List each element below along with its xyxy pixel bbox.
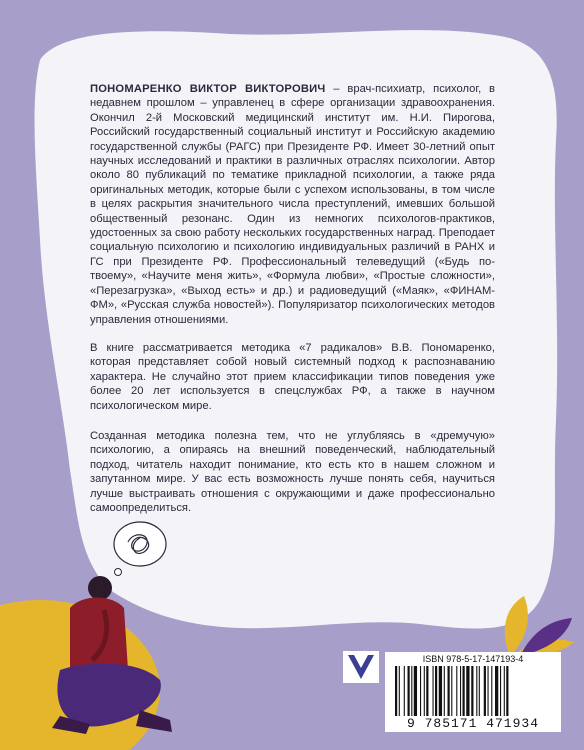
barcode-bar [504, 666, 505, 716]
barcode-bar [488, 666, 489, 716]
barcode-bar [420, 666, 421, 716]
barcode-bar [484, 666, 486, 716]
author-bio-text: – врач-психиатр, психолог, в недавнем прошлом – управленец в сфере организации здравоохранения. Окончил 2-й Московский медицинский институт им. Н.И. Пирогова, Российский государственный социальный институт и Российскую академию государственной службы (РАГС) при Президенте РФ. Имеет 30-летний опыт научных исследований и практики в различных отраслях психологии. Автор около 80 публикаций по тематике прикладной психологии, а также ряда оригинальных методик, которые были с успехом использованы, в том числе в целях раскрытия значительного числа преступлений, имевших большой общественный резонанс. Один из немногих психологов-практиков, удостоенных за свою работу нескольких государственных наград. Преподает социальную психологию и психологию индивидуальных различий в РАНХ и ГС при Президенте РФ. Профессиональный телеведущий («Будь по-твоему», «Научите меня жить», «Формула любви», «Простые сложности», «Перезагрузка», «Выход есть» и др.) и радиоведущий («Маяк», «ФИНАМ-ФМ», «Русская служба новостей»). Популяризатор психологических методов управления отношениями. [90, 83, 495, 326]
method-description-paragraph: Созданная методика полезна тем, что не углубляясь в «дремучую» психологию, а опираясь на внешний поведенческий, наблюдательный подход, читатель находит понимание, кто есть кто в нашем сложном и запутанном мире. У вас есть возможность лучше понять себя, научиться лучше выстраивать отношения с окружающими и даже профессионально самоопределиться. [90, 429, 495, 514]
barcode-bar [471, 666, 473, 716]
barcode-bar [408, 666, 410, 716]
barcode-bar [476, 666, 477, 716]
barcode-bar [395, 666, 397, 716]
barcode-bar [451, 666, 452, 716]
barcode-bar [435, 666, 437, 716]
barcode-bar [433, 666, 434, 716]
barcode-bar [495, 666, 498, 716]
barcode-bar [479, 666, 480, 716]
barcode-bar [444, 666, 445, 716]
book-description-paragraph: В книге рассматривается методика «7 радикалов» В.В. Пономаренко, которая представляет собой новый системный подход к распознаванию характера. Не случайно этот прием классификации типов поведения уже более 20 лет используется в спецслужбах РФ, а также в научном психологическом мире. [90, 341, 495, 412]
barcode-bar [460, 666, 461, 716]
publisher-logo-icon [343, 651, 379, 683]
barcode-bar [491, 666, 492, 716]
barcode-bar [426, 666, 428, 716]
leaves-decoration-icon [480, 592, 584, 658]
isbn-label: ISBN 978-5-17-147193-4 [422, 654, 524, 664]
sitting-person-illustration [0, 520, 200, 750]
barcode-bar [424, 666, 425, 716]
author-bio [90, 82, 495, 327]
barcode-bar [404, 666, 405, 716]
barcode-bar [414, 666, 417, 716]
barcode-bar [448, 666, 450, 716]
barcode-bar [500, 666, 501, 716]
isbn-barcode [385, 652, 561, 732]
barcode-bar [466, 666, 469, 716]
barcode-bar [439, 666, 442, 716]
thought-bubble-icon [114, 522, 166, 576]
back-cover-text [90, 82, 495, 531]
barcode-bar [411, 666, 412, 716]
barcode-bar [506, 666, 508, 716]
barcode-bar [399, 666, 400, 716]
barcode-bars [393, 666, 553, 718]
barcode-bar [463, 666, 465, 716]
author-name: ПОНОМАРЕНКО ВИКТОР ВИКТОРОВИЧ [90, 83, 326, 95]
barcode-bar [456, 666, 457, 716]
barcode-digits: 9 785171 471934 [406, 716, 540, 731]
